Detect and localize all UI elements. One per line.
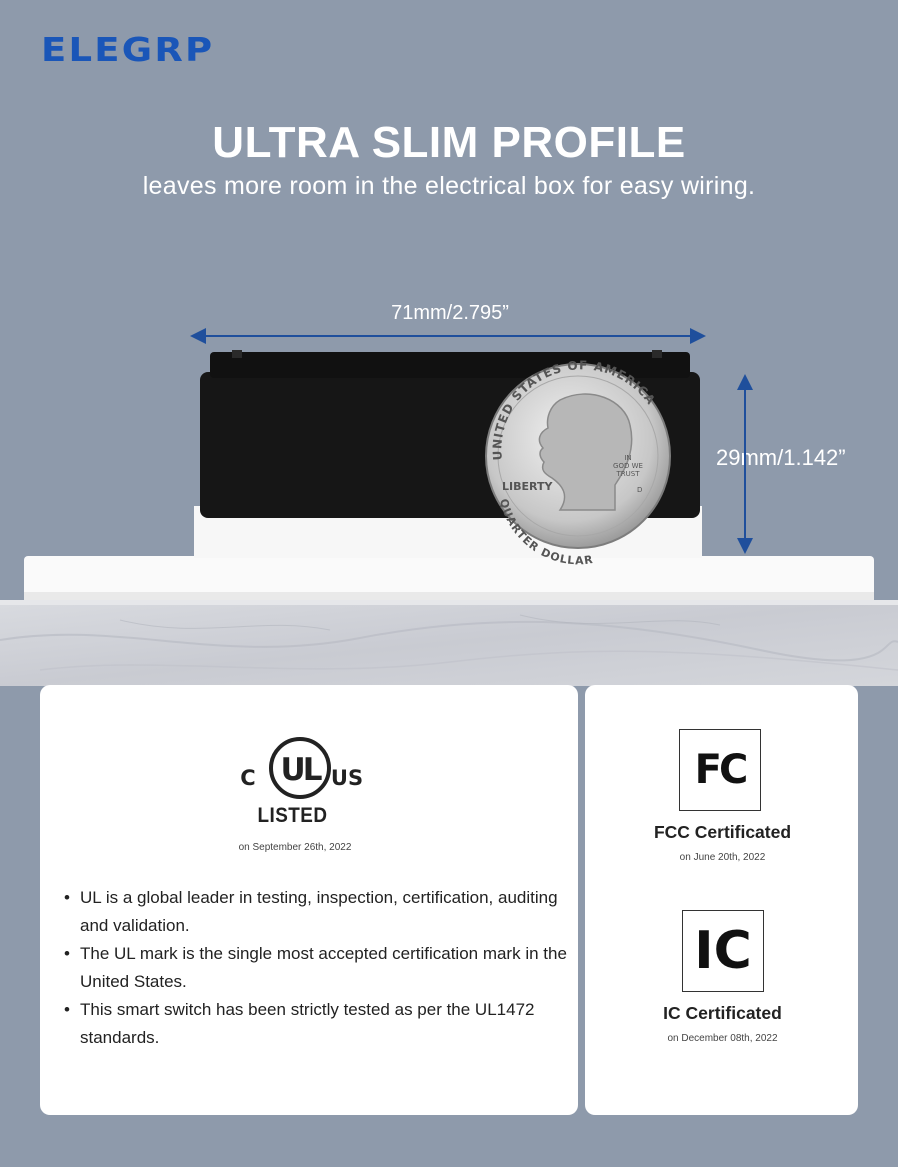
width-dimension-label: 71mm/2.795” [391,302,509,324]
ul-logo-right-text: US [330,766,363,790]
ic-certificated-title: IC Certificated [663,1003,782,1023]
fcc-logo-badge: FC [679,729,761,811]
ul-certification-date: on September 26th, 2022 [238,842,352,853]
fcc-certificated-title: FCC Certificated [653,822,792,842]
list-item: • This smart switch has been strictly tested as per the UL1472 standards. [64,996,574,1052]
page-headline: ULTRA SLIM PROFILE [212,118,686,167]
ul-listed-label: LISTED [257,804,328,827]
coin-bottom-text: QUARTER DOLLAR [496,497,595,568]
ul-logo-left-text: C [240,766,256,790]
coin-mint-mark: D [637,486,643,494]
ul-bullet-list [64,884,574,1052]
ul-logo-center-text: UL [280,752,320,788]
brand-logo: ELEGRP [41,30,215,69]
coin-motto-line-1: IN [624,454,632,462]
coin-top-text: UNITED STATES OF AMERICA [490,358,659,461]
marble-ledge [0,600,898,686]
page-subheadline: leaves more room in the electrical box for easy wiring. [142,172,756,200]
coin-motto-line-2: GOD WE [613,462,643,470]
coin-motto-line-3: TRUST [616,470,640,478]
height-dimension-label: 29mm/1.142” [716,445,846,470]
coin-liberty-text: LIBERTY [502,480,553,493]
product-illustration [0,320,898,686]
list-item: • The UL mark is the single most accepted certification mark in the United States. [64,940,574,996]
ic-logo-badge: IC [682,910,764,992]
ul-listed-logo [237,735,363,801]
ic-certification-date: on December 08th, 2022 [667,1033,778,1044]
list-item: • UL is a global leader in testing, inspection, certification, auditing and validation. [64,884,574,940]
fcc-certification-date: on June 20th, 2022 [679,852,766,863]
smart-switch-body [24,350,874,600]
